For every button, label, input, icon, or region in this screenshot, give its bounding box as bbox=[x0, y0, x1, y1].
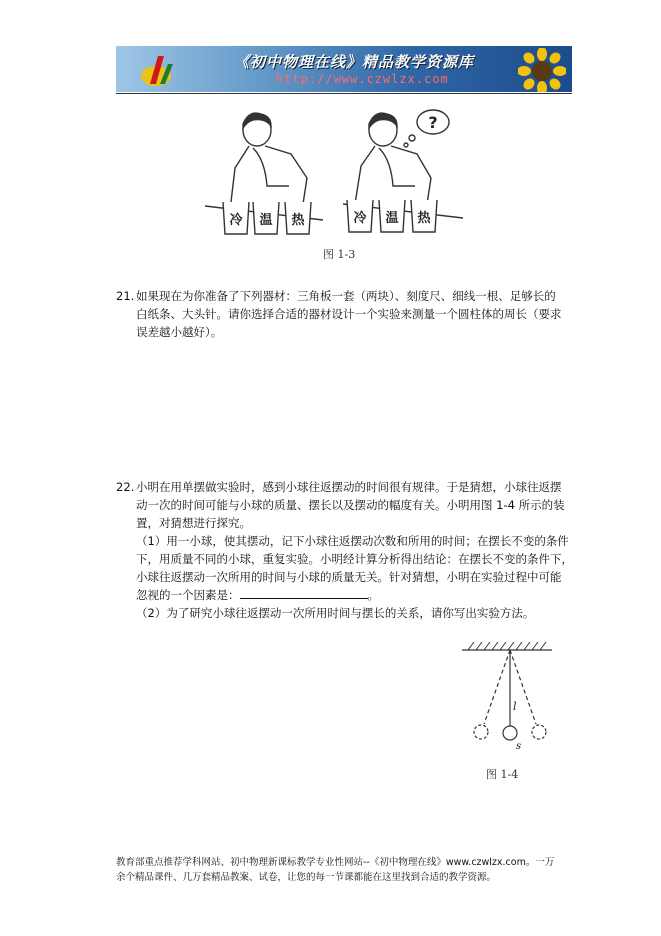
question-21-text bbox=[136, 287, 562, 341]
footer-line: 余个精品课件、几万套精品教案、试卷，让您的每一节课都能在这里找到合适的教学资源。 bbox=[116, 872, 497, 883]
header-banner bbox=[116, 46, 572, 92]
beaker-label-right-1: 冷 bbox=[353, 211, 367, 226]
question-21-line: 误差越小越好）。 bbox=[136, 325, 223, 339]
question-22-line: 下，用质量不同的小球，重复实验。小明经计算分析得出结论：在摆长不变的条件下， bbox=[136, 552, 573, 566]
question-21 bbox=[116, 287, 576, 347]
figure-1-3 bbox=[205, 108, 467, 240]
figure-1-4 bbox=[460, 640, 560, 755]
figure-1-4-caption: 图 1-4 bbox=[486, 768, 519, 781]
beaker-label-right-3: 热 bbox=[417, 211, 431, 226]
question-21-line: 白纸条、大头针。请你选择合适的器材设计一个实验来测量一个圆柱体的周长（要求 bbox=[136, 307, 562, 321]
question-22-number: 22. bbox=[116, 480, 135, 494]
beaker-label-left-3: 热 bbox=[291, 213, 305, 228]
question-22-line: 小明在用单摆做实验时，感到小球往返摆动的时间很有规律。于是猜想，小球往返摆 bbox=[136, 480, 562, 494]
question-22 bbox=[116, 478, 576, 628]
header-title: 《初中物理在线》精品教学资源库 bbox=[234, 53, 475, 71]
header-divider bbox=[116, 93, 572, 94]
question-22-fill-line bbox=[136, 586, 573, 604]
figure-1-3-caption: 图 1-3 bbox=[323, 248, 356, 261]
question-21-number: 21. bbox=[116, 289, 135, 303]
question-22-text bbox=[136, 478, 573, 622]
pendulum-length-label: l bbox=[513, 700, 517, 713]
sunflower-icon bbox=[518, 48, 566, 92]
question-22-line: 忽视的一个因素是： bbox=[136, 588, 240, 602]
answer-blank[interactable] bbox=[240, 586, 368, 599]
footer-line: 教育部重点推荐学科网站、初中物理新课标教学专业性网站--《初中物理在线》www.czwlzx.com。一万 bbox=[116, 857, 555, 868]
question-22-line: 动一次的时间可能与小球的质量、摆长以及摆动的幅度有关。小明用图 1-4 所示的装 bbox=[136, 498, 565, 512]
question-22-line-end: 。 bbox=[367, 588, 379, 602]
site-logo-icon bbox=[138, 50, 178, 90]
beaker-label-left-1: 冷 bbox=[229, 213, 243, 228]
question-22-line: 小球往返摆动一次所用的时间与小球的质量无关。针对猜想，小明在实验过程中可能 bbox=[136, 570, 562, 584]
question-22-line: （1）用一小球，使其摆动，记下小球往返摆动次数和所用的时间；在摆长不变的条件 bbox=[136, 534, 569, 548]
beaker-label-right-2: 温 bbox=[385, 211, 399, 226]
pendulum-ball-label: s bbox=[516, 741, 522, 752]
question-22-line: 置，对猜想进行探究。 bbox=[136, 516, 251, 530]
page-footer bbox=[116, 855, 576, 885]
thought-bubble-mark: ? bbox=[428, 113, 438, 132]
question-21-line: 如果现在为你准备了下列器材：三角板一套（两块）、刻度尺、细线一根、足够长的 bbox=[136, 289, 556, 303]
question-22-line: （2）为了研究小球往返摆动一次所用时间与摆长的关系，请你写出实验方法。 bbox=[136, 606, 535, 620]
beaker-label-left-2: 温 bbox=[259, 213, 273, 228]
header-url: http://www.czwlzx.com bbox=[276, 72, 449, 86]
